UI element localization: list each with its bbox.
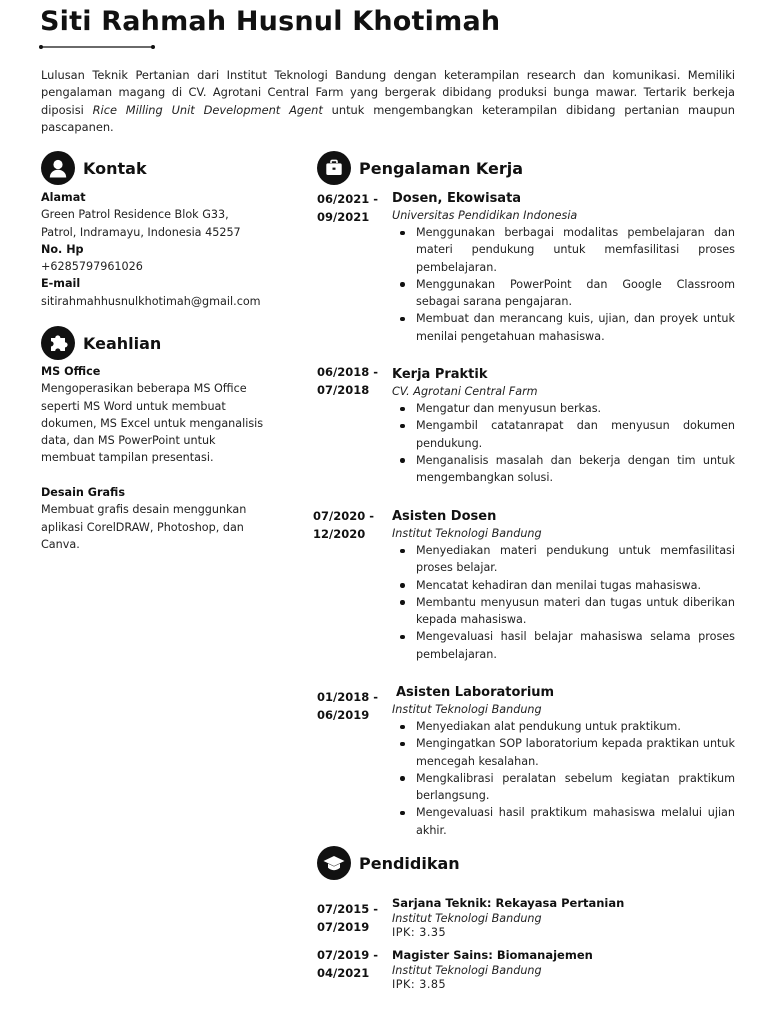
institution-name: Institut Teknologi Bandung	[392, 964, 542, 977]
graduation-cap-icon	[317, 846, 351, 880]
job-title: Dosen, Ekowisata	[392, 191, 522, 206]
skill-desc: membuat tampilan presentasi.	[41, 451, 214, 465]
job-duty: Mengevaluasi hasil praktikum mahasiswa melalui ujian akhir.	[392, 804, 735, 839]
puzzle-icon	[41, 326, 75, 360]
job-end-date: 12/2020	[313, 526, 366, 541]
job-duty: Menggunakan berbagai modalitas pembelajaran dan materi pendukung untuk memfasilitasi proses pembelajaran.	[392, 224, 735, 276]
degree-title: Sarjana Teknik: Rekayasa Pertanian	[392, 896, 625, 910]
gpa-value: IPK: 3.35	[392, 926, 447, 939]
job-duties	[392, 542, 735, 663]
section-title: Keahlian	[83, 333, 162, 353]
section-title: Pendidikan	[359, 853, 460, 873]
skill-desc: Canva.	[41, 537, 80, 551]
job-duty: Menggunakan PowerPoint dan Google Classroom sebagai sarana pengajaran.	[392, 276, 735, 311]
section-title: Kontak	[83, 158, 147, 178]
address-label: Alamat	[41, 191, 86, 204]
phone-label: No. Hp	[41, 242, 84, 256]
job-date-range	[317, 689, 387, 724]
job-end-date: 09/2021	[317, 209, 370, 224]
job-title: Asisten Dosen	[392, 509, 497, 524]
skill-desc: Membuat grafis desain menggunkan	[41, 503, 247, 517]
job-duty: Membantu menyusun materi dan tugas untuk diberikan kepada mahasiswa.	[392, 594, 735, 629]
institution-name: Institut Teknologi Bandung	[392, 912, 542, 925]
education-entry	[392, 895, 735, 940]
summary-text: Lulusan Teknik Pertanian dari Institut Teknologi Bandung dengan keterampilan research dan komunikasi. Memiliki pengalaman magang di CV. Agrotani Central Farm yang bergerak dibidang produksi bunga mawar. Tertarik berkeja diposisi	[41, 68, 735, 117]
job-title: Asisten Laboratorium	[396, 685, 555, 700]
job-title: Kerja Praktik	[392, 367, 488, 382]
summary-text-end: untuk mengembangkan keterampilan dibidang pertanian maupun pascapanen.	[41, 102, 735, 134]
contact-block	[41, 189, 281, 310]
briefcase-icon	[317, 151, 351, 185]
section-header-pendidikan	[317, 846, 460, 880]
skill-desc: dokumen, MS Excel untuk menganalisis	[41, 416, 264, 430]
email-label: E-mail	[41, 277, 81, 291]
education-entry	[392, 947, 735, 992]
job-start-date: 01/2018 -	[317, 690, 378, 704]
job-date-range	[317, 191, 387, 226]
skill-item	[41, 363, 281, 467]
job-duty: Menganalisis masalah dan bekerja dengan tim untuk mengembangkan solusi.	[392, 452, 735, 487]
skill-desc: data, dan MS PowerPoint untuk	[41, 434, 216, 448]
job-date-range	[317, 364, 387, 399]
section-header-keahlian	[41, 326, 161, 360]
education-date-range	[317, 901, 387, 936]
skill-title: MS Office	[41, 365, 101, 378]
skill-desc: aplikasi CorelDRAW, Photoshop, dan	[41, 520, 244, 534]
job-organization: CV. Agrotani Central Farm	[392, 385, 538, 398]
education-date-range	[317, 947, 387, 982]
summary-emphasis: Rice Milling Unit Development Agent	[92, 102, 323, 117]
education-start-date: 07/2015 -	[317, 902, 378, 916]
resume-name: Siti Rahmah Husnul Khotimah	[40, 6, 501, 37]
degree-title: Magister Sains: Biomanajemen	[392, 948, 593, 962]
job-duties	[392, 224, 735, 345]
section-title: Pengalaman Kerja	[359, 158, 524, 178]
skill-title: Desain Grafis	[41, 486, 125, 499]
education-end-date: 04/2021	[317, 965, 370, 980]
job-entry	[392, 508, 735, 663]
gpa-value: IPK: 3.85	[392, 978, 447, 991]
profile-summary	[41, 67, 735, 136]
job-duty: Mengevaluasi hasil belajar mahasiswa selama proses pembelajaran.	[392, 628, 735, 663]
job-start-date: 06/2021 -	[317, 192, 378, 206]
education-start-date: 07/2019 -	[317, 948, 378, 962]
job-entry	[392, 190, 735, 345]
job-organization: Institut Teknologi Bandung	[392, 703, 542, 716]
address-line: Green Patrol Residence Blok G33,	[41, 208, 229, 222]
job-duty: Menyediakan alat pendukung untuk praktikum.	[392, 718, 735, 735]
job-date-range	[313, 508, 383, 543]
section-header-pengalaman	[317, 151, 523, 185]
skill-item	[41, 484, 281, 553]
section-header-kontak	[41, 151, 147, 185]
skill-desc: Mengoperasikan beberapa MS Office	[41, 382, 247, 396]
email-value: sitirahmahhusnulkhotimah@gmail.com	[41, 294, 261, 308]
education-end-date: 07/2019	[317, 919, 370, 934]
job-entry	[392, 684, 735, 839]
job-duty: Mengatur dan menyusun berkas.	[392, 400, 735, 417]
job-start-date: 06/2018 -	[317, 365, 378, 379]
skill-desc: seperti MS Word untuk membuat	[41, 399, 226, 413]
job-duty: Mengkalibrasi peralatan sebelum kegiatan praktikum berlangsung.	[392, 770, 735, 805]
job-start-date: 07/2020 -	[313, 509, 374, 523]
user-icon	[41, 151, 75, 185]
job-end-date: 06/2019	[317, 707, 370, 722]
address-line: Patrol, Indramayu, Indonesia 45257	[41, 225, 241, 239]
job-duty: Membuat dan merancang kuis, ujian, dan proyek untuk menilai pengetahuan mahasiswa.	[392, 310, 735, 345]
job-duty: Mengambil catatanrapat dan menyusun dokumen pendukung.	[392, 417, 735, 452]
job-organization: Universitas Pendidikan Indonesia	[392, 209, 578, 222]
job-duties	[392, 718, 735, 839]
phone-value: +6285797961026	[41, 260, 143, 274]
job-organization: Institut Teknologi Bandung	[392, 527, 542, 540]
job-entry	[392, 366, 735, 486]
job-duties	[392, 400, 735, 486]
job-duty: Mencatat kehadiran dan menilai tugas mahasiswa.	[392, 577, 735, 594]
job-duty: Mengingatkan SOP laboratorium kepada praktikan untuk mencegah kesalahan.	[392, 735, 735, 770]
job-end-date: 07/2018	[317, 382, 370, 397]
job-duty: Menyediakan materi pendukung untuk memfasilitasi proses belajar.	[392, 542, 735, 577]
title-divider	[38, 44, 156, 50]
